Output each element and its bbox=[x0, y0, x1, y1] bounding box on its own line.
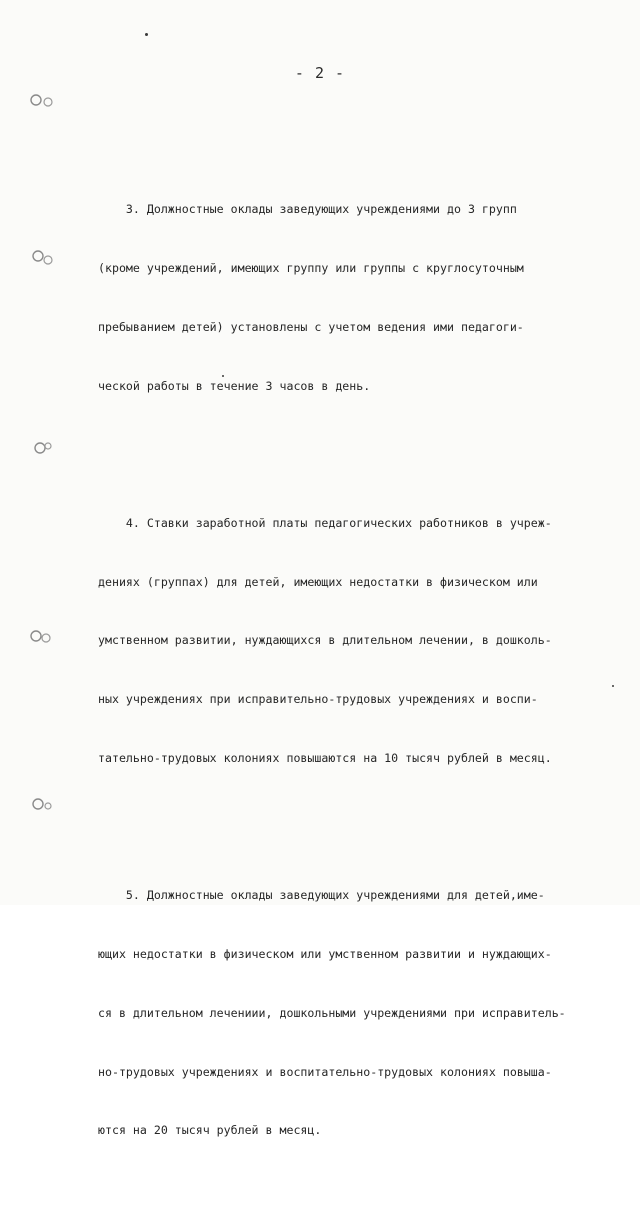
text-line: ческой работы в течение 3 часов в день. bbox=[98, 378, 371, 393]
text-line: ются на 20 тысяч рублей в месяц. bbox=[98, 1123, 322, 1138]
document-body bbox=[98, 122, 618, 1219]
binder-hole-mark-icon bbox=[24, 88, 64, 114]
text-line: пребыванием детей) установлены с учетом ведения ими педагоги- bbox=[98, 319, 524, 334]
paragraph-5 bbox=[98, 847, 618, 1180]
text-line: 3. Должностные оклады заведующих учреждениями до 3 групп bbox=[98, 202, 517, 217]
page-number: - 2 - bbox=[294, 64, 346, 82]
text-line: тательно-трудовых колониях повышаются на 10 тысяч рублей в месяц. bbox=[98, 751, 552, 765]
binder-hole-mark-icon bbox=[24, 624, 64, 650]
binder-hole-mark-icon bbox=[24, 792, 64, 818]
text-line: 4. Ставки заработной платы педагогических работников в учреж- bbox=[98, 515, 552, 530]
paragraph-4 bbox=[98, 475, 618, 808]
text-line: умственном развитии, нуждающихся в длительном лечении, в дошколь- bbox=[98, 633, 552, 648]
text-line: ющих недостатки в физическом или умственном развитии и нуждающих- bbox=[98, 946, 552, 961]
scan-speck bbox=[145, 33, 148, 36]
text-line: дениях (группах) для детей, имеющих недостатки в физическом или bbox=[98, 574, 538, 589]
binder-hole-mark-icon bbox=[24, 436, 64, 462]
text-line: (кроме учреждений, имеющих группу или группы с круглосуточным bbox=[98, 261, 524, 276]
binder-hole-mark-icon bbox=[24, 245, 64, 271]
text-line: 5. Должностные оклады заведующих учреждениями для детей,име- bbox=[98, 888, 545, 903]
paragraph-3 bbox=[98, 161, 618, 435]
text-line: ных учреждениях при исправительно-трудовых учреждениях и воспи- bbox=[98, 692, 538, 707]
text-line: но-трудовых учреждениях и воспитательно-трудовых колониях повыша- bbox=[98, 1064, 552, 1079]
text-line: ся в длительном лечениии, дошкольными учреждениями при исправитель- bbox=[98, 1005, 566, 1020]
